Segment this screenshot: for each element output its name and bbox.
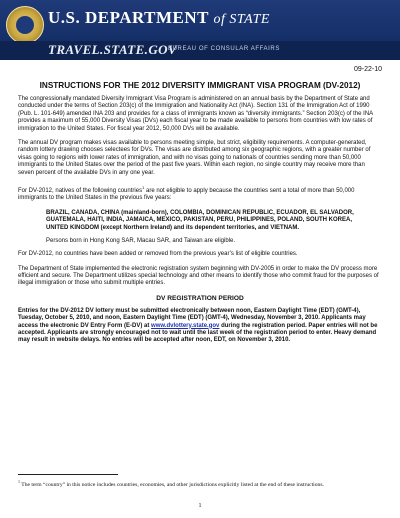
site-logo[interactable]: TRAVEL.STATE.GOV xyxy=(48,42,177,57)
list-change-paragraph: For DV-2012, no countries have been added or removed from the previous year’s list of eligible countries. xyxy=(18,251,298,258)
ineligible-countries: BRAZIL, CANADA, CHINA (mainland-born), COLOMBIA, DOMINICAN REPUBLIC, ECUADOR, EL SALVADOR, GUATEMALA, HAITI, INDIA, JAMAICA, MEXICO, PAKISTAN, PERU, PHILIPPINES, POLAND, SOUTH KOREA, UNITED KINGDOM (except Northern Ireland) and its dependent territories, and VIETNAM. xyxy=(46,209,354,231)
registration-period-paragraph: Entries for the DV-2012 DV lottery must be submitted electronically between noon, Eastern Daylight Time (EDT) (GMT-4), Tuesday, October 5, 2010, and noon, Eastern Daylight Time (EDT) (GMT-4), Wednesday, November 3, 2010. Applicants may access the electronic DV Entry Form (E-DV) at www.dvlottery.state.gov during the registration period. Paper entries will not be accepted. Applicants are strongly encouraged not to wait until the last week of the registration period to enter. Heavy demand may result in website delays. No entries will be accepted after noon, EDT, on November 3, 2010. xyxy=(18,307,378,344)
document-title: INSTRUCTIONS FOR THE 2012 DIVERSITY IMMIGRANT VISA PROGRAM (DV-2012) xyxy=(39,81,361,90)
footnote-ref: 1 xyxy=(142,185,145,191)
state-department-seal-icon xyxy=(6,6,44,44)
footnote-divider xyxy=(18,474,118,475)
page-number: 1 xyxy=(198,503,202,509)
header-banner xyxy=(0,0,400,60)
department-title: U.S. DEPARTMENT of STATE xyxy=(48,8,270,27)
eligibility-paragraph: For DV-2012, natives of the following countries$^1$ are not eligible to apply because the countries sent a total of more than 50,000 immigrants to the United States in the previous five years: xyxy=(18,185,355,202)
intro-paragraph: The congressionally mandated Diversity Immigrant Visa Program is administered on an annual basis by the Department of State and conducted under the terms of Section 203(c) of the Immigration and Nationality Act (INA). Section 131 of the Immigration Act of 1990 (Pub. L. 101-649) amended INA 203 and provides for a class of immigrants known as “diversity immigrants.” Section 203(c) of the INA provides a maximum of 55,000 Diversity Visas (DVs) each fiscal year to be made available to persons from countries with low rates of immigration to the United States. For fiscal year 2012, 50,000 DVs will be available. xyxy=(18,96,373,132)
bureau-name: BUREAU OF CONSULAR AFFAIRS xyxy=(168,46,280,52)
program-paragraph: The annual DV program makes visas available to persons meeting simple, but strict, eligibility requirements. A computer-generated, random lottery drawing chooses selectees for DVs. The visas are distributed among six geographic regions, with a greater number of visas going to regions with lower rates of immigration, and with no visas going to nationals of countries sending more than 50,000 immigrants to the United States over the period of the past five years. Within each region, no single country may receive more than seven percent of the available DVs in any one year. xyxy=(18,140,371,176)
footnote: $^1$ The term “country” in this notice includes countries, economies, and other jurisdictions explicitly listed at the end of these instructions. xyxy=(18,479,324,488)
document-body xyxy=(18,64,382,345)
section-heading: DV REGISTRATION PERIOD xyxy=(156,294,244,302)
electronic-registration-paragraph: The Department of State implemented the electronic registration system beginning with DV-2005 in order to make the DV process more efficient and secure. The Department utilizes special technology and other means to identify those who commit fraud for the purposes of illegal immigration or those who submit multiple entries. xyxy=(18,265,379,287)
document-date: 09-22-10 xyxy=(353,66,382,73)
dvlottery-link[interactable]: www.dvlottery.state.gov xyxy=(151,322,220,329)
eligible-note: Persons born in Hong Kong SAR, Macau SAR, and Taiwan are eligible. xyxy=(46,238,235,245)
